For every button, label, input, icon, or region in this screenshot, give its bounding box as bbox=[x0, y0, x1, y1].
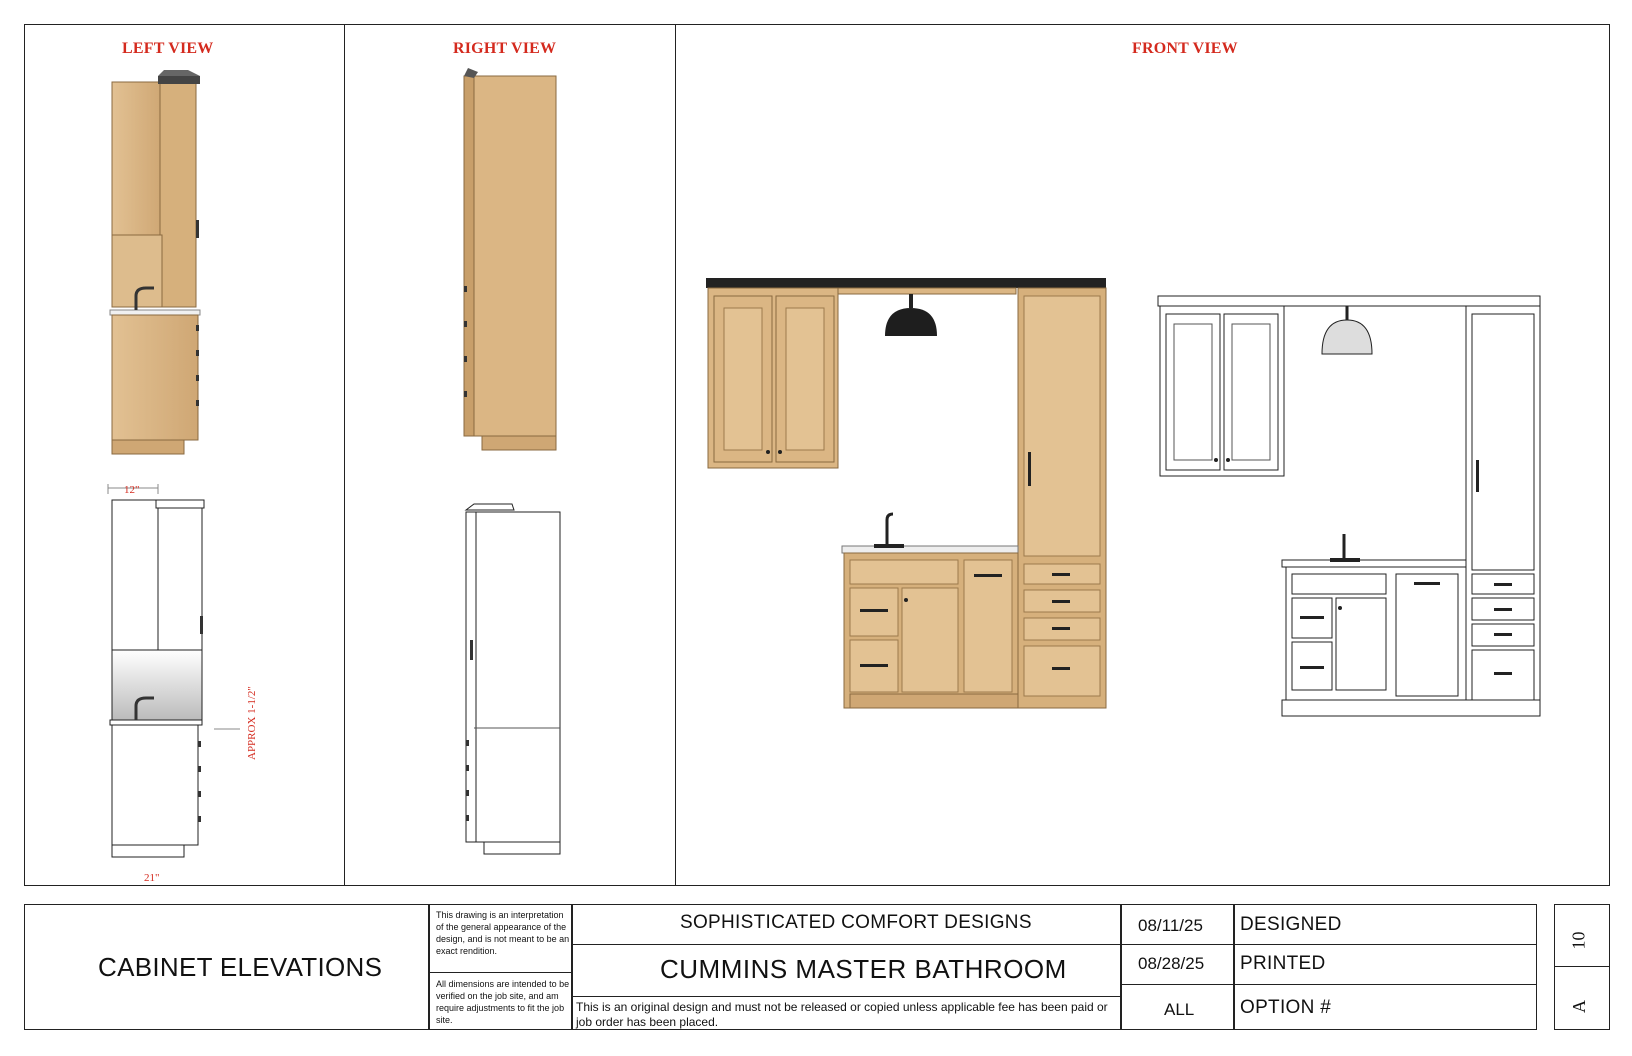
right-view-line-drawing bbox=[456, 500, 566, 870]
front-view-colored-drawing bbox=[702, 274, 1110, 724]
option-label: OPTION # bbox=[1240, 997, 1332, 1018]
company-name: SOPHISTICATED COMFORT DESIGNS bbox=[680, 912, 1032, 933]
title-block-divider bbox=[571, 944, 1120, 945]
dimension-label: 12" bbox=[124, 484, 140, 496]
title-block-divider bbox=[1120, 984, 1537, 985]
title-block-divider bbox=[1233, 904, 1235, 1030]
view-divider bbox=[344, 24, 345, 886]
title-block-divider bbox=[428, 972, 571, 973]
disclaimer-note: All dimensions are intended to be verified on the job site, and am require adjustments to fit the job site. bbox=[436, 979, 570, 1025]
option-value: ALL bbox=[1164, 1000, 1195, 1019]
title-block-divider bbox=[1120, 944, 1537, 945]
title-block-divider bbox=[571, 996, 1120, 997]
designed-label: DESIGNED bbox=[1240, 914, 1342, 935]
title-block-divider bbox=[1120, 904, 1122, 1030]
printed-label: PRINTED bbox=[1240, 953, 1326, 974]
drawing-title: CABINET ELEVATIONS bbox=[98, 952, 383, 982]
copyright-note: This is an original design and must not be released or copied unless applicable fee has been paid or job order has been placed. bbox=[576, 1000, 1108, 1029]
right-view-colored-drawing bbox=[456, 66, 566, 458]
front-view-line-drawing bbox=[1152, 290, 1552, 730]
sheet-divider bbox=[1554, 966, 1610, 967]
dimension-label: 21" bbox=[144, 872, 160, 884]
designed-date: 08/11/25 bbox=[1138, 916, 1203, 935]
front-view-title: FRONT VIEW bbox=[1132, 40, 1238, 57]
left-view-line-drawing bbox=[100, 476, 240, 866]
project-name: CUMMINS MASTER BATHROOM bbox=[660, 954, 1067, 984]
printed-date: 08/28/25 bbox=[1138, 954, 1205, 973]
left-view-title: LEFT VIEW bbox=[122, 40, 214, 57]
sheet-number: 10 bbox=[1568, 931, 1589, 950]
sheet-letter: A bbox=[1569, 1000, 1589, 1013]
left-view-colored-drawing bbox=[100, 70, 220, 460]
title-block-divider bbox=[428, 904, 430, 1030]
right-view-title: RIGHT VIEW bbox=[453, 40, 557, 57]
disclaimer-note: This drawing is an interpretation of the general appearance of the design, and is not meant to be an exact rendition. bbox=[436, 910, 570, 956]
dimension-label: APPROX 1-1/2" bbox=[246, 686, 258, 760]
view-divider bbox=[675, 24, 676, 886]
